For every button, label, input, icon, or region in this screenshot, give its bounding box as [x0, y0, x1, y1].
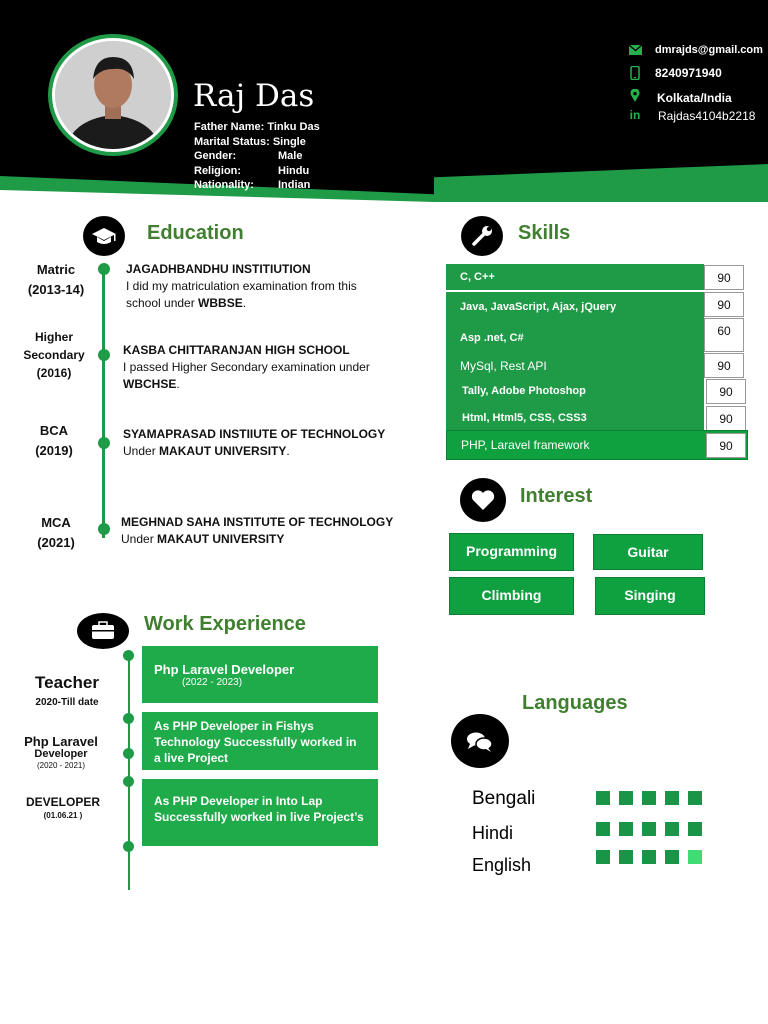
wrench-icon [461, 216, 503, 256]
language-level-square [596, 822, 610, 836]
work-role-developer: DEVELOPER (01.06.21 ) [25, 795, 100, 820]
candidate-name: Raj Das [193, 78, 315, 114]
timeline-dot [123, 748, 134, 759]
edu-entry-bca: SYAMAPRASAD INSTIIUTE OF TECHNOLOGY Under MAKAUT UNIVERSITY. [123, 426, 403, 460]
timeline-dot [123, 841, 134, 852]
skill-score: 90 [704, 353, 744, 378]
skill-bar: Asp .net, C# [446, 320, 704, 352]
interest-climbing: Climbing [449, 577, 574, 615]
graduation-cap-icon [83, 216, 125, 256]
edu-year-matric: Matric (2013-14) [27, 262, 85, 297]
edu-entry-matric: JAGADHBANDHU INSTITIUTION I did my matriculation examination from this school under WBBSE. [126, 261, 386, 312]
linkedin-handle[interactable]: Rajdas4104b2218 [658, 109, 756, 123]
interest-guitar: Guitar [593, 534, 703, 570]
skill-score: 60 [704, 318, 744, 352]
location-text: Kolkata/India [657, 91, 732, 105]
school-name: SYAMAPRASAD INSTIIUTE OF TECHNOLOGY [123, 427, 386, 441]
skill-score: 90 [704, 265, 744, 290]
timeline-dot [123, 650, 134, 661]
skill-score: 90 [704, 292, 744, 317]
language-level-square [688, 850, 702, 864]
phone-icon [628, 66, 642, 83]
skill-bar: MySql, Rest API [446, 352, 704, 378]
language-level-square [619, 850, 633, 864]
work-card-intolap: As PHP Developer in Into Lap Successfully worked in live Project’s [142, 779, 378, 846]
briefcase-icon [77, 613, 129, 649]
phone-number[interactable]: 8240971940 [655, 66, 722, 80]
religion-label: Religion: [194, 164, 242, 177]
work-card-laravel: Php Laravel Developer (2022 - 2023) [142, 646, 378, 703]
skill-bar: Tally, Adobe Photoshop [446, 378, 704, 404]
edu-year-bca: BCA (2019) [35, 423, 73, 458]
edu-entry-higher-secondary: KASBA CHITTARANJAN HIGH SCHOOL I passed Higher Secondary examination under WBCHSE. [123, 342, 373, 393]
timeline-dot [98, 349, 110, 361]
work-experience-title: Work Experience [144, 613, 306, 635]
gender-value: Male [278, 150, 303, 162]
language-bengali: Bengali [472, 788, 536, 809]
language-level-square [596, 850, 610, 864]
education-timeline [102, 266, 105, 538]
mail-icon [628, 44, 642, 58]
nationality-value: Indian [278, 179, 311, 191]
skill-bar: C, C++ [446, 264, 704, 290]
heart-icon [460, 478, 506, 522]
skill-score: 90 [706, 433, 746, 458]
timeline-dot [98, 523, 110, 535]
email-link[interactable]: dmrajds@gmail.com [655, 44, 763, 56]
language-level-square [596, 791, 610, 805]
skill-score: 90 [706, 379, 746, 404]
language-english: English [472, 855, 532, 875]
timeline-dot [123, 713, 134, 724]
languages-title: Languages [522, 692, 628, 714]
interest-title: Interest [520, 485, 593, 507]
school-name: KASBA CHITTARANJAN HIGH SCHOOL [123, 343, 350, 357]
skill-bar: PHP, Laravel framework [446, 430, 748, 460]
language-level-square [642, 850, 656, 864]
avatar [55, 41, 171, 149]
skill-score: 90 [706, 406, 746, 431]
school-name: JAGADHBANDHU INSTITIUTION [126, 262, 311, 276]
linkedin-icon: in [629, 108, 641, 122]
timeline-dot [98, 263, 110, 275]
skills-title: Skills [518, 222, 571, 244]
religion-value: Hindu [278, 164, 310, 177]
personal-details [194, 120, 348, 193]
marital-status: Marital Status: Single [194, 135, 306, 148]
language-level-square [642, 791, 656, 805]
father-name: Father Name: Tinku Das [194, 121, 320, 133]
gender-label: Gender: [194, 150, 237, 162]
education-title: Education [147, 222, 244, 244]
timeline-dot [123, 776, 134, 787]
chat-bubbles-icon [451, 714, 509, 768]
school-name: MEGHNAD SAHA INSTITUTE OF TECHNOLOGY [121, 515, 394, 529]
work-role-teacher: Teacher 2020-Till date [35, 673, 99, 708]
edu-entry-mca: MEGHNAD SAHA INSTITUTE OF TECHNOLOGY Under MAKAUT UNIVERSITY [121, 514, 411, 548]
language-level-square [665, 791, 679, 805]
work-card-fishys: As PHP Developer in Fishys Technology Successfully worked in a live Project [142, 712, 378, 770]
skill-bar: Java, JavaScript, Ajax, jQuery [446, 292, 704, 320]
skill-bar: Html, Html5, CSS, CSS3 [446, 404, 704, 430]
location-pin-icon [628, 89, 642, 105]
edu-year-mca: MCA (2021) [37, 515, 75, 550]
nationality-label: Nationality: [194, 179, 254, 191]
language-level-square [688, 791, 702, 805]
edu-year-higher-secondary: Higher Secondary (2016) [23, 330, 85, 380]
timeline-dot [98, 437, 110, 449]
language-level-square [665, 822, 679, 836]
interest-programming: Programming [449, 533, 574, 571]
language-level-square [642, 822, 656, 836]
work-role-php-laravel: Php Laravel Developer (2020 - 2021) [24, 734, 98, 770]
work-timeline [128, 652, 130, 890]
interest-singing: Singing [595, 577, 705, 615]
language-level-square [665, 850, 679, 864]
language-level-square [619, 822, 633, 836]
language-level-square [619, 791, 633, 805]
language-level-square [688, 822, 702, 836]
language-hindi: Hindi [472, 823, 514, 843]
